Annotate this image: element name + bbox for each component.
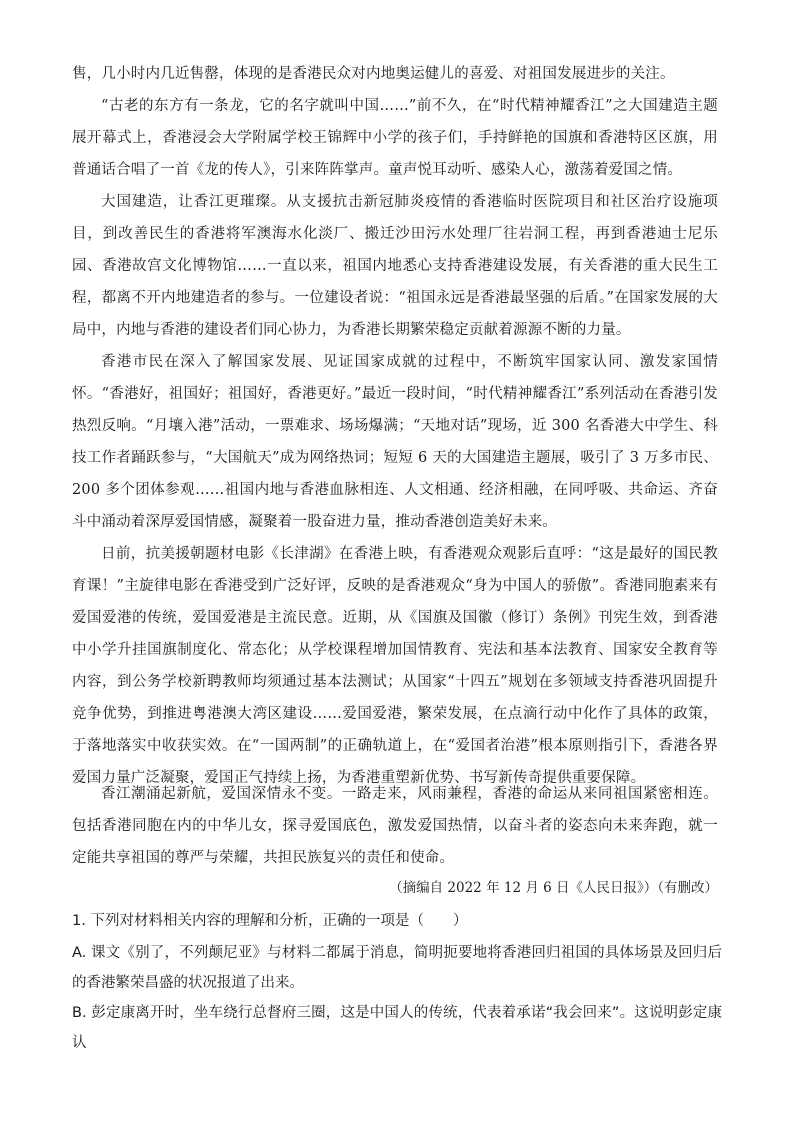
paragraph-4: 香港市民在深入了解国家发展、见证国家成就的过程中，不断筑牢国家认同、激发家国情怀。“香港好，祖国好；祖国好，香港更好。”最近一段时间，“时代精神耀香江”系列活动在香港引发热烈反响。“月壤入港”活动，一票难求、场场爆满；“天地对话”现场，近 300 名香港大中学生、科技工作者踊跃参与，“大国航天”成为网络热词；短短 6 天的大国建造主题展，吸引了 3 万多市民、200 多个团体参观……祖国内地与香港血脉相连、人文相通、经济相融，在同呼吸、共命运、齐奋斗中涌动着深厚爱国情感，凝聚着一股奋进力量，推动香港创造美好未来。 bbox=[72, 354, 718, 530]
paragraph-1: 售，几小时内几近售罄，体现的是香港民众对内地奥运健儿的喜爱、对祖国发展进步的关注。 bbox=[72, 66, 675, 82]
paragraph-2: “古老的东方有一条龙，它的名字就叫中国……”前不久，在“时代精神耀香江”之大国建造主题展开幕式上，香港浸会大学附属学校王锦辉中小学的孩子们，手持鲜艳的国旗和香港特区区旗，用普通话合唱了一首《龙的传人》，引来阵阵掌声。童声悦耳动听、感染人心，激荡着爱国之情。 bbox=[72, 98, 718, 178]
option-b: B. 彭定康离开时，坐车绕行总督府三圈，这是中国人的传统，代表着承诺“我会回来”。这说明彭定康认 bbox=[72, 1005, 722, 1051]
source-citation: （摘编自 2022 年 12 月 6 日《人民日报》）（有删改） bbox=[389, 880, 718, 896]
paragraph-5: 日前，抗美援朝题材电影《长津湖》在香港上映，有香港观众观影后直呼：“这是最好的国民教育课！”主旋律电影在香港受到广泛好评，反映的是香港观众“身为中国人的骄傲”。香港同胞素来有爱国爱港的传统，爱国爱港是主流民意。近期，从《国旗及国徽（修订）条例》刊宪生效，到香港中小学升挂国旗制度化、常态化；从学校课程增加国情教育、宪法和基本法教育、国家安全教育等内容，到公务学校新聘教师均须通过基本法测试；从国家“十四五”规划在多领域支持香港巩固提升竞争优势，到推进粤港澳大湾区建设……爱国爱港，繁荣发展，在点滴行动中化作了具体的政策，于落地落实中收获实效。在“一国两制”的正确轨道上，在“爱国者治港”根本原则指引下，香港各界爱国力量广泛凝聚，爱国正气持续上扬，为香港重塑新优势、书写新传奇提供重要保障。 bbox=[72, 546, 718, 786]
option-a: A. 课文《别了，不列颠尼亚》与材料二都属于消息，简明扼要地将香港回归祖国的具体场景及回归后的香港繁荣昌盛的状况报道了出来。 bbox=[72, 945, 722, 991]
paragraph-3: 大国建造，让香江更璀璨。从支援抗击新冠肺炎疫情的香港临时医院项目和社区治疗设施项目，到改善民生的香港将军澳海水化淡厂、搬迁沙田污水处理厂往岩洞工程，再到香港迪士尼乐园、香港故宫文化博物馆……一直以来，祖国内地悉心支持香港建设发展，有关香港的重大民生工程，都离不开内地建造者的参与。一位建设者说：“祖国永远是香港最坚强的后盾。”在国家发展的大局中，内地与香港的建设者们同心协力，为香港长期繁荣稳定贡献着源源不断的力量。 bbox=[72, 194, 718, 338]
paragraph-6: 香江潮涌起新航，爱国深情永不变。一路走来，风雨兼程，香港的命运从来同祖国紧密相连。包括香港同胞在内的中华儿女，探寻爱国底色，激发爱国热情，以奋斗者的姿态向未来奔跑，就一定能共享祖国的尊严与荣耀，共担民族复兴的责任和使命。 bbox=[72, 786, 718, 866]
question-stem: 1. 下列对材料相关内容的理解和分析，正确的一项是（ ） bbox=[72, 913, 468, 929]
